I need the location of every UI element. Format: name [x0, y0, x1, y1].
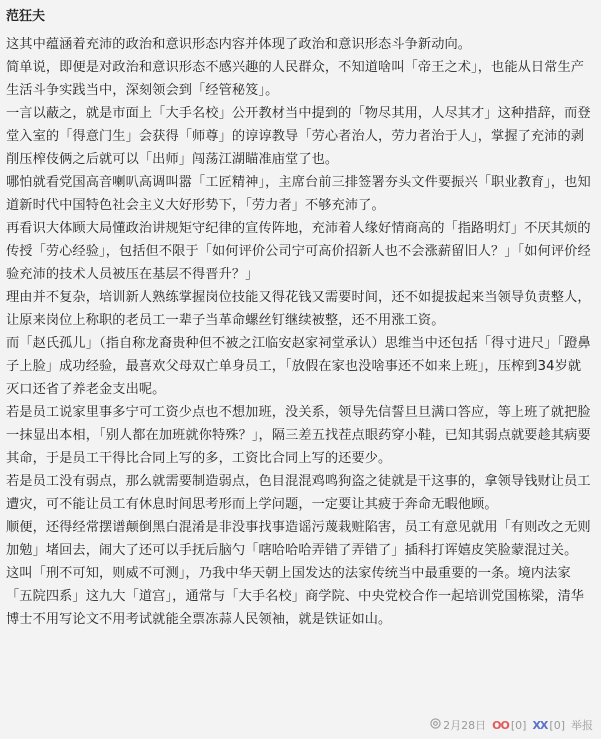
dislike-count: [0] — [549, 718, 565, 732]
paragraph: 这叫「刑不可知，则威不可测」，乃我中华天朝上国发达的法家传统当中最重要的一条。境内法家「五院四系」这九大「道宫」，通常与「大手名校」商学院、中央党校合作一起培训党国栋梁，清华博士不用写论文不用考试就能全票冻蒜人民领袖，就是铁证如山。 — [6, 566, 585, 627]
like-icon: OO — [492, 718, 509, 732]
paragraph: 再看识大体顾大局懂政治讲规矩守纪律的宣传阵地，充沛着人缘好情商高的「指路明灯」不厌其烦的传授「劳心经验」，包括但不限于「如何评价公司宁可高价招新人也不会涨薪留旧人？」「如何评价经验充沛的技术人员被压在基层不得晋升？」 — [6, 221, 591, 282]
post-date-text: 2月28日 — [443, 719, 487, 732]
paragraph: 若是员工没有弱点，那么就需要制造弱点，色目混混鸡鸣狗盗之徒就是干这事的，拿领导钱财让员工遭灾，可不能让员工有休息时间思考形而上学问题，一定要让其疲于奔命无暇他顾。 — [6, 474, 591, 512]
paragraph: 顺便，还得经常摆谱颠倒黑白混淆是非没事找事造谣污蔑栽赃陷害，员工有意见就用「有则改之无则加勉」堵回去，闹大了还可以手抚后脑勺「嗐哈哈哈弄错了弄错了」插科打诨嬉皮笑脸蒙混过关。 — [6, 520, 591, 558]
post-author[interactable]: 范狂夫 — [6, 9, 46, 24]
paragraph: 理由并不复杂，培训新人熟练掌握岗位技能又得花钱又需要时间，还不如提拔起来当领导负责整人，让原来岗位上称职的老员工一辈子当革命螺丝钉继续被整，还不用涨工资。 — [6, 290, 591, 328]
post-content — [6, 33, 592, 631]
report-link[interactable]: 举报 — [571, 719, 593, 732]
paragraph: 若是员工说家里事多宁可工资少点也不想加班，没关系，领导先信誓旦旦满口答应，等上班了就把脸一抹显出本相，「别人都在加班就你特殊？」，隔三差五找茬点眼药穿小鞋，已知其弱点就要趁其病要其命，于是员工干得比合同上写的多，工资比合同上写的还要少。 — [6, 405, 591, 466]
paragraph: 哪怕就看党国高音喇叭高调叫嚣「工匠精神」，主席台前三排签署夯头文件要振兴「职业教育」，也知道新时代中国特色社会主义大好形势下，「劳力者」不够充沛了。 — [6, 175, 591, 213]
paragraph: 而「赵氏孤儿」（指自称龙裔贵种但不被之江临安赵家祠堂承认）思维当中还包括「得寸进尺」「蹬鼻子上脸」成功经验，最喜欢父母双亡单身员工，「放假在家也没啥事还不如来上班」，压榨到34岁就灭口还省了养老金支出呢。 — [6, 336, 591, 397]
at-icon — [430, 718, 441, 732]
like-button[interactable] — [492, 719, 526, 732]
post-date — [430, 717, 486, 733]
dislike-icon: XX — [532, 718, 548, 732]
paragraph: 这其中蕴涵着充沛的政治和意识形态内容并体现了政治和意识形态斗争新动向。 — [6, 37, 472, 52]
dislike-button[interactable] — [532, 719, 565, 732]
paragraph: 一言以蔽之，就是市面上「大手名校」公开教材当中提到的「物尽其用，人尽其才」这种措辞，而登堂入室的「得意门生」会获得「师尊」的谆谆教导「劳心者治人，劳力者治于人」，掌握了充沛的剥削压榨伎俩之后就可以「出师」闯荡江湖瞄准庙堂了也。 — [6, 106, 591, 167]
like-count: [0] — [510, 718, 527, 732]
post-footer — [0, 716, 593, 734]
paragraph: 简单说，即便是对政治和意识形态不感兴趣的人民群众，不知道啥叫「帝王之术」，也能从日常生产生活斗争实践当中，深刻领会到「经管秘笈」。 — [6, 60, 585, 98]
